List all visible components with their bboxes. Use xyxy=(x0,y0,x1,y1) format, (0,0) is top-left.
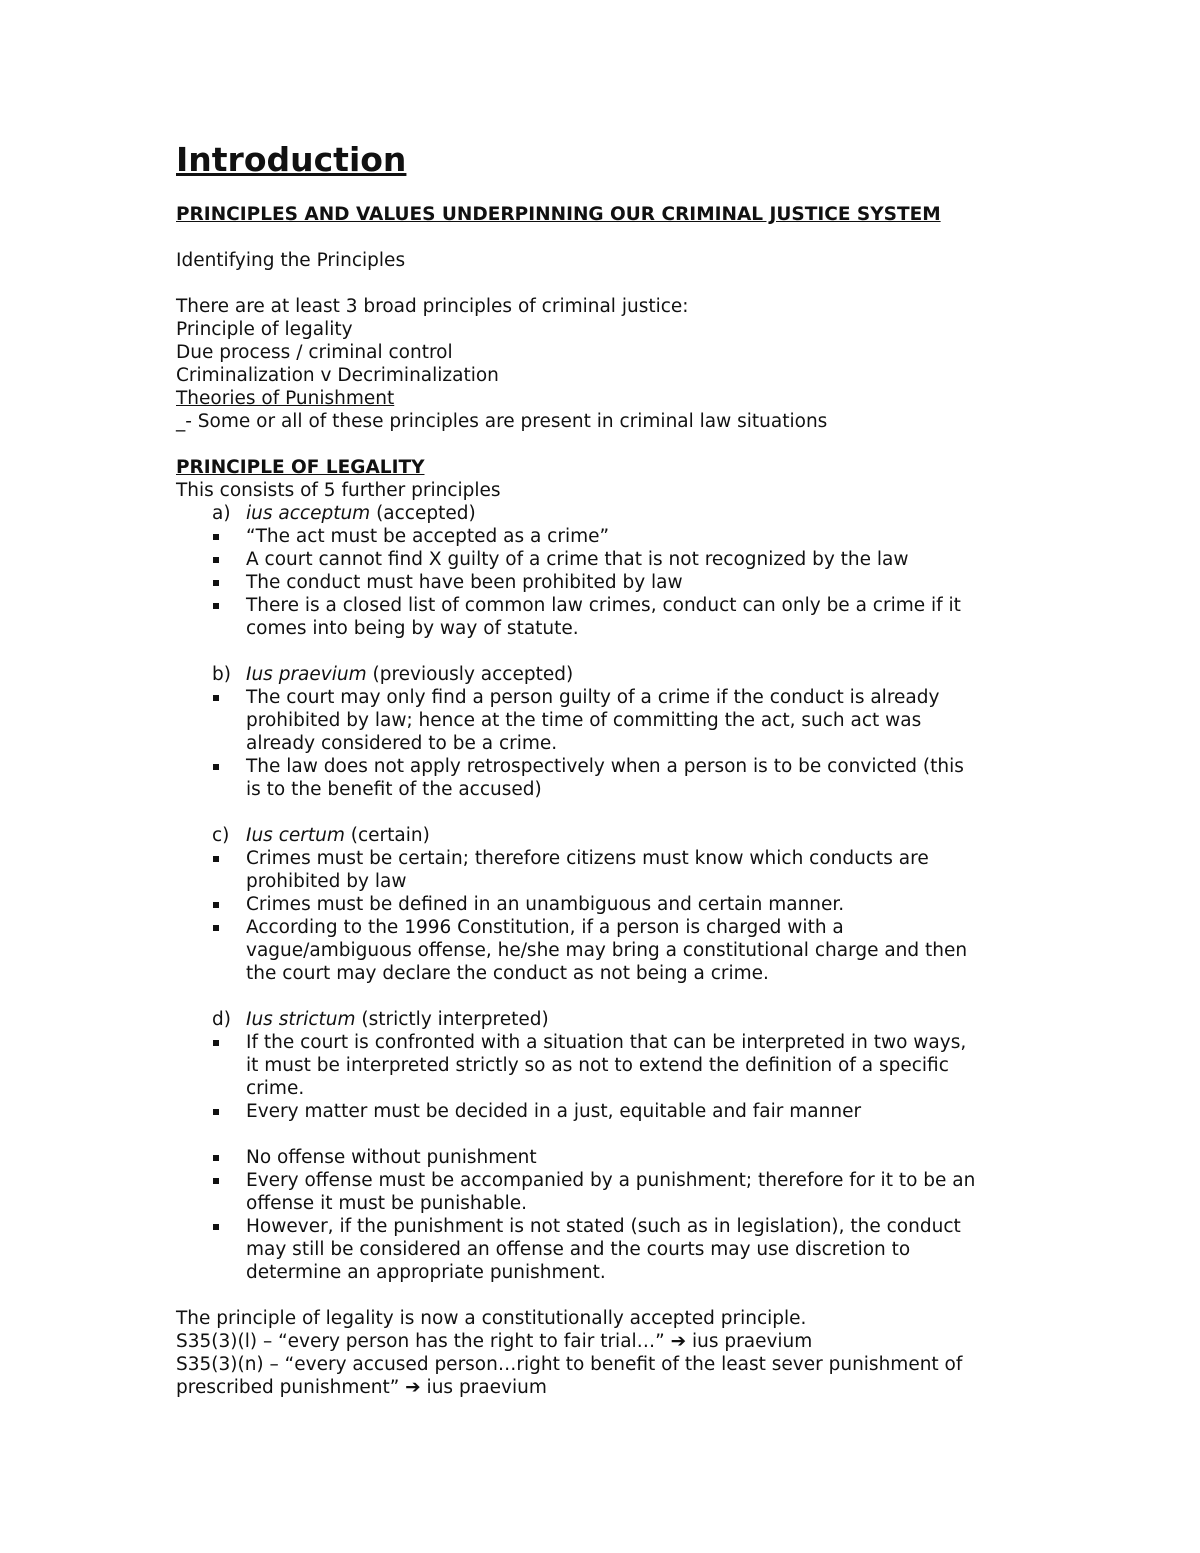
bullet-item xyxy=(176,571,1036,594)
intro-line: Due process / criminal control xyxy=(176,342,453,363)
square-bullet-icon xyxy=(176,1146,246,1169)
square-bullet-icon xyxy=(176,847,246,893)
bullet-line: Every matter must be decided in a just, equitable and fair manner xyxy=(246,1101,862,1122)
principle-term: Ius certum xyxy=(246,825,345,846)
principle-item xyxy=(176,663,1036,686)
principle-term: Ius strictum xyxy=(246,1009,356,1030)
principle-label xyxy=(246,1008,1036,1031)
bullet-line: may still be considered an offense and the courts may use discretion to xyxy=(246,1239,911,1260)
bullet-item xyxy=(176,755,1036,801)
bullet-text xyxy=(246,916,1036,985)
bullet-item xyxy=(176,893,1036,916)
section-heading-principles-values: PRINCIPLES AND VALUES UNDERPINNING OUR CRIMINAL JUSTICE SYSTEM xyxy=(176,204,941,225)
extra-bullets xyxy=(176,1146,1036,1284)
bullet-line: “The act must be accepted as a crime” xyxy=(246,526,610,547)
intro-line: Principle of legality xyxy=(176,319,353,340)
some-or-all-note: _- Some or all of these principles are present in criminal law situations xyxy=(176,411,828,432)
bullet-line: Crimes must be certain; therefore citizens must know which conducts are xyxy=(246,848,929,869)
square-bullet-icon xyxy=(176,1169,246,1215)
bullet-text xyxy=(246,594,1036,640)
bullet-line: comes into being by way of statute. xyxy=(246,618,579,639)
bullet-text xyxy=(246,1146,1036,1169)
legality-sections xyxy=(176,502,1036,1123)
bullet-text xyxy=(246,1215,1036,1284)
bullet-line: it must be interpreted strictly so as not to extend the definition of a specific xyxy=(246,1055,949,1076)
square-bullet-icon xyxy=(176,548,246,571)
closing-line: prescribed punishment” ➔ ius praevium xyxy=(176,1377,547,1398)
bullet-item xyxy=(176,1146,1036,1169)
bullet-item xyxy=(176,594,1036,640)
bullet-line: prohibited by law xyxy=(246,871,407,892)
bullet-text xyxy=(246,525,1036,548)
bullet-text xyxy=(246,571,1036,594)
principle-item xyxy=(176,824,1036,847)
principle-item xyxy=(176,502,1036,525)
square-bullet-icon xyxy=(176,686,246,755)
bullet-line: is to the benefit of the accused) xyxy=(246,779,542,800)
square-bullet-icon xyxy=(176,1031,246,1100)
bullet-line: The conduct must have been prohibited by law xyxy=(246,572,683,593)
bullet-item xyxy=(176,525,1036,548)
subheading-identifying: Identifying the Principles xyxy=(176,250,406,271)
principle-term: ius acceptum xyxy=(246,503,371,524)
bullet-line: The law does not apply retrospectively when a person is to be convicted (this xyxy=(246,756,964,777)
bullet-line: Every offense must be accompanied by a punishment; therefore for it to be an xyxy=(246,1170,976,1191)
bullet-line: offense it must be punishable. xyxy=(246,1193,528,1214)
bullet-item xyxy=(176,1169,1036,1215)
bullet-line: No offense without punishment xyxy=(246,1147,537,1168)
principle-label xyxy=(246,502,1036,525)
intro-line: There are at least 3 broad principles of criminal justice: xyxy=(176,296,689,317)
theories-of-punishment: Theories of Punishment xyxy=(176,388,395,409)
square-bullet-icon xyxy=(176,755,246,801)
square-bullet-icon xyxy=(176,893,246,916)
principle-gloss: (previously accepted) xyxy=(366,664,574,685)
bullet-line: prohibited by law; hence at the time of committing the act, such act was xyxy=(246,710,922,731)
closing-line: S35(3)(n) – “every accused person…right to benefit of the least sever punishment of xyxy=(176,1354,963,1375)
principle-marker: d) xyxy=(212,1009,231,1030)
bullet-item xyxy=(176,686,1036,755)
bullet-line: The court may only find a person guilty of a crime if the conduct is already xyxy=(246,687,940,708)
principle-item xyxy=(176,1008,1036,1031)
bullet-text xyxy=(246,1100,1036,1123)
bullet-line: A court cannot find X guilty of a crime that is not recognized by the law xyxy=(246,549,909,570)
bullet-line: According to the 1996 Constitution, if a person is charged with a xyxy=(246,917,844,938)
bullet-item xyxy=(176,1100,1036,1123)
square-bullet-icon xyxy=(176,916,246,985)
document-page xyxy=(176,136,1036,1399)
consists-line: This consists of 5 further principles xyxy=(176,480,501,501)
bullet-item xyxy=(176,916,1036,985)
intro-line: Criminalization v Decriminalization xyxy=(176,365,499,386)
principle-marker: c) xyxy=(212,825,230,846)
bullet-line: Crimes must be defined in an unambiguous and certain manner. xyxy=(246,894,845,915)
principle-gloss: (accepted) xyxy=(370,503,476,524)
bullet-text xyxy=(246,548,1036,571)
bullet-text xyxy=(246,1031,1036,1100)
bullet-text xyxy=(246,1169,1036,1215)
bullet-text xyxy=(246,686,1036,755)
square-bullet-icon xyxy=(176,594,246,640)
principle-gloss: (strictly interpreted) xyxy=(355,1009,549,1030)
page-title: Introduction xyxy=(176,140,407,179)
closing-line: The principle of legality is now a constitutionally accepted principle. xyxy=(176,1308,807,1329)
bullet-text xyxy=(246,893,1036,916)
bullet-line: However, if the punishment is not stated (such as in legislation), the conduct xyxy=(246,1216,961,1237)
square-bullet-icon xyxy=(176,1100,246,1123)
bullet-text xyxy=(246,847,1036,893)
bullet-line: There is a closed list of common law crimes, conduct can only be a crime if it xyxy=(246,595,961,616)
section-heading-legality: PRINCIPLE OF LEGALITY xyxy=(176,457,425,478)
bullet-item xyxy=(176,847,1036,893)
principle-label xyxy=(246,663,1036,686)
bullet-item xyxy=(176,1215,1036,1284)
square-bullet-icon xyxy=(176,1215,246,1284)
principle-term: Ius praevium xyxy=(246,664,367,685)
bullet-item xyxy=(176,548,1036,571)
square-bullet-icon xyxy=(176,525,246,548)
bullet-line: crime. xyxy=(246,1078,305,1099)
bullet-line: the court may declare the conduct as not being a crime. xyxy=(246,963,769,984)
bullet-line: determine an appropriate punishment. xyxy=(246,1262,606,1283)
square-bullet-icon xyxy=(176,571,246,594)
principle-marker: b) xyxy=(212,664,231,685)
closing-line: S35(3)(l) – “every person has the right to fair trial…” ➔ ius praevium xyxy=(176,1331,813,1352)
bullet-text xyxy=(246,755,1036,801)
bullet-line: If the court is confronted with a situation that can be interpreted in two ways, xyxy=(246,1032,967,1053)
principle-label xyxy=(246,824,1036,847)
principle-gloss: (certain) xyxy=(344,825,430,846)
principle-marker: a) xyxy=(212,503,231,524)
bullet-line: vague/ambiguous offense, he/she may bring a constitutional charge and then xyxy=(246,940,968,961)
bullet-line: already considered to be a crime. xyxy=(246,733,558,754)
bullet-item xyxy=(176,1031,1036,1100)
